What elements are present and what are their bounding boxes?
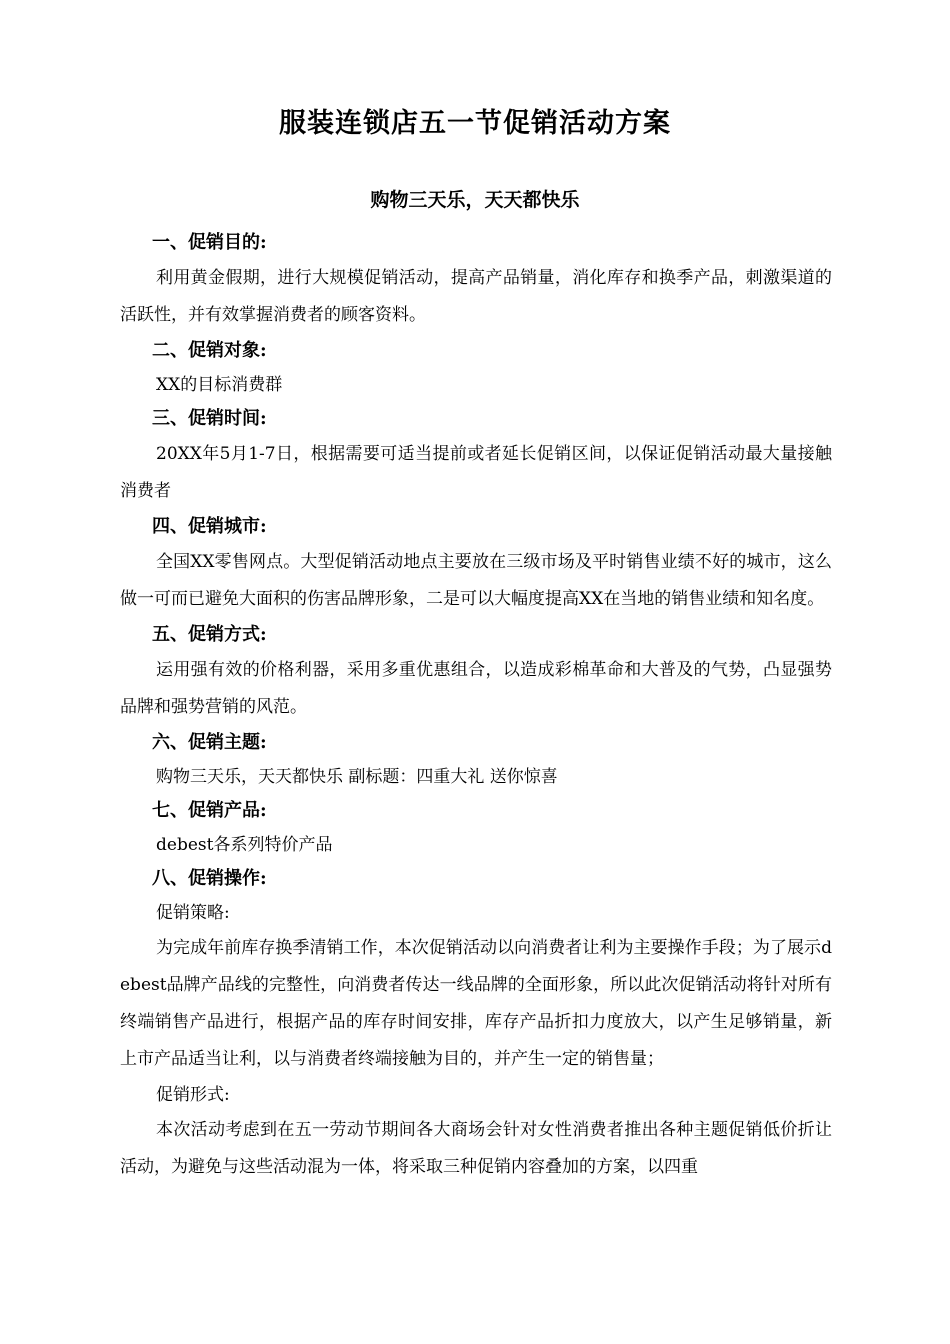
section-heading-product: 七、促销产品: [152,800,267,821]
section-text-purpose: 利用黄金假期，进行大规模促销活动，提高产品销量，消化库存和换季产品，刺激渠道的活跃性，并有效掌握消费者的顾客资料。 [120,268,832,325]
section-text-method: 运用强有效的价格利器，采用多重优惠组合，以造成彩棉革命和大普及的气势，凸显强势品牌和强势营销的风范。 [120,660,832,717]
section-heading-time: 三、促销时间: [152,408,267,429]
form-text: 本次活动考虑到在五一劳动节期间各大商场会针对女性消费者推出各种主题促销低价折让活动，为避免与这些活动混为一体，将采取三种促销内容叠加的方案，以四重 [120,1120,832,1177]
section-heading-theme: 六、促销主题: [152,732,267,753]
section-heading-city: 四、促销城市: [152,516,267,537]
section-heading-purpose: 一、促销目的: [152,232,267,253]
section-heading-target: 二、促销对象: [152,340,267,361]
section-text-theme: 购物三天乐，天天都快乐 副标题：四重大礼 送你惊喜 [156,767,558,787]
document-title: 服装连锁店五一节促销活动方案 [279,108,671,139]
section-text-time: 20XX年5月1-7日，根据需要可适当提前或者延长促销区间，以保证促销活动最大量接触消费者 [120,444,832,501]
document-body [120,226,832,1186]
section-heading-operation: 八、促销操作: [152,868,267,889]
section-text-city: 全国XX零售网点。大型促销活动地点主要放在三级市场及平时销售业绩不好的城市，这么做一可而已避免大面积的伤害品牌形象，二是可以大幅度提高XX在当地的销售业绩和知名度。 [120,552,832,609]
strategy-text: 为完成年前库存换季清销工作，本次促销活动以向消费者让利为主要操作手段；为了展示debest品牌产品线的完整性，向消费者传达一线品牌的全面形象，所以此次促销活动将针对所有终端销售产品进行，根据产品的库存时间安排，库存产品折扣力度放大，以产生足够销量，新上市产品适当让利，以与消费者终端接触为目的，并产生一定的销售量； [120,938,832,1069]
section-heading-method: 五、促销方式: [152,624,267,645]
document-subtitle: 购物三天乐，天天都快乐 [370,189,580,211]
form-label: 促销形式: [156,1085,230,1105]
section-text-product: debest各系列特价产品 [156,835,333,855]
strategy-label: 促销策略: [156,903,230,923]
section-text-target: XX的目标消费群 [156,375,283,395]
